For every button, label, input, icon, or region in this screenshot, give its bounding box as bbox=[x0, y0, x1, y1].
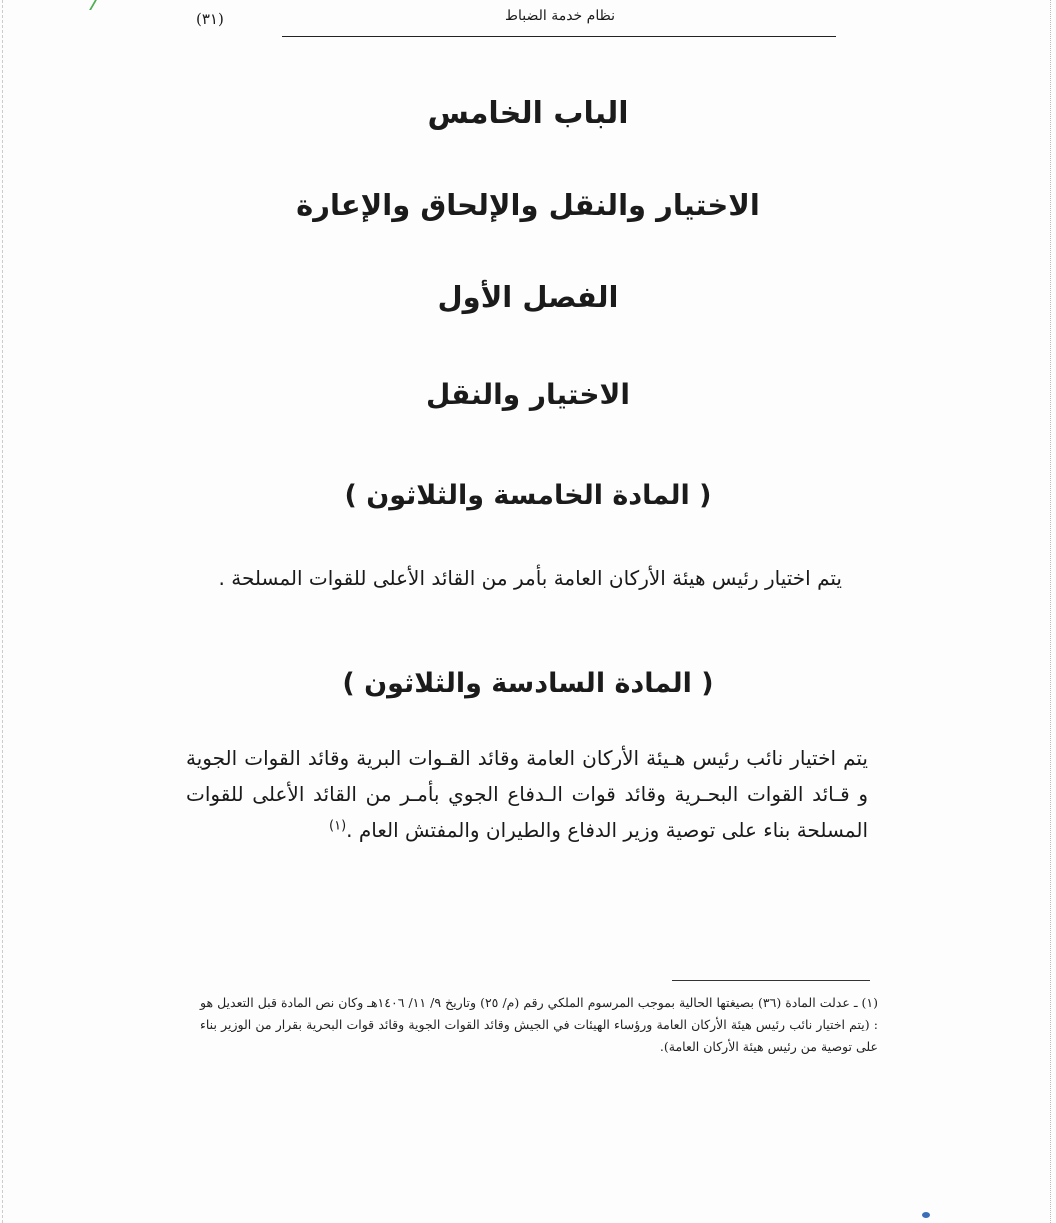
footnote-reference[interactable]: (١) bbox=[329, 818, 347, 834]
running-header-title: نظام خدمة الضباط bbox=[505, 8, 615, 24]
blue-ink-mark bbox=[922, 1212, 930, 1218]
scan-edge-right bbox=[1050, 0, 1051, 1223]
part-heading: الباب الخامس bbox=[427, 96, 629, 131]
article-36-title: ( المادة السادسة والثلاثون ) bbox=[342, 668, 714, 699]
article-35-text: يتم اختيار رئيس هيئة الأركان العامة بأمر من القائد الأعلى للقوات المسلحة . bbox=[218, 566, 842, 590]
article-36-text: يتم اختيار نائب رئيس هـيئة الأركان العامة وقائد القـوات البرية وقائد القوات الجوية و قـائد القوات البحـرية وقائد قوات الـدفاع الجوي بأمـر من القائد الأعلى للقوات المسلحة بناء على توصية وزير الدفاع والطيران والمفتش العام . bbox=[186, 746, 868, 842]
page-number: (٣١) bbox=[196, 10, 224, 28]
chapter-title: الاختيار والنقل bbox=[426, 378, 630, 411]
scan-edge-left bbox=[2, 0, 3, 1223]
green-pen-mark bbox=[89, 0, 113, 10]
footnote-text: (١) ـ عدلت المادة (٣٦) بصيغتها الحالية بموجب المرسوم الملكي رقم (م/ ٢٥) وتاريخ ٩/ ١١/ ١٤٠٦هـ وكان نص المادة قبل التعديل هو : (يتم اختيار نائب رئيس هيئة الأركان العامة ورؤساء الهيئات في الجيش وقائد القوات الجوية وقائد قوات البحرية بقرار من الوزير بناء على توصية من رئيس هيئة الأركان العامة). bbox=[200, 995, 879, 1054]
header-divider bbox=[282, 36, 836, 37]
chapter-heading: الفصل الأول bbox=[437, 280, 619, 314]
footnote-divider bbox=[672, 980, 870, 981]
part-title: الاختيار والنقل والإلحاق والإعارة bbox=[296, 188, 760, 222]
article-35-title: ( المادة الخامسة والثلاثون ) bbox=[344, 480, 712, 511]
article-36-body bbox=[186, 740, 868, 848]
